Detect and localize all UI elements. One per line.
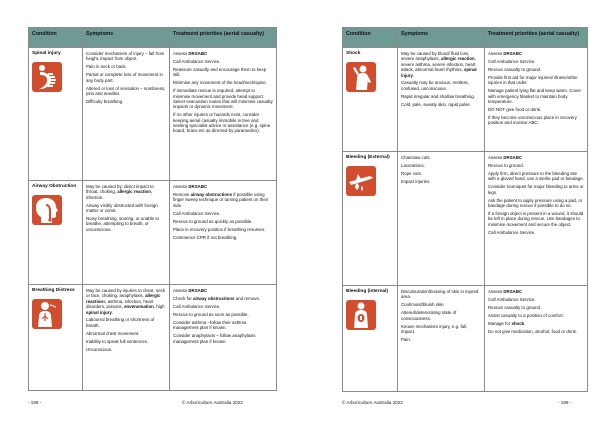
condition-name: Spinal injury [32,51,61,56]
treatment-text: If a foreign object is present in a wound, it should be left in place during rescue. Use bandages to minimise movement and secure the object. [488,210,584,227]
symptom-text: Lacerations. [401,162,425,168]
symptom-text: Inability to speak full sentences. [86,338,148,344]
treatment-text: Minimise any movement of the head/neck/spine. [173,80,267,86]
page-number-right: - 199 - [558,400,572,405]
symptom-text: Known mechanism injury, e.g. fall, impact. [401,323,468,335]
treatment-text: Call Ambulance Service. [173,303,221,309]
symptom-text: May be caused by blood/ fluid loss, severe anaphylaxis, allergic reaction, severe asthma, severe infection, heart attack, abnormal heart rhythms, spinal injury. [401,51,477,78]
treatment-text: DO NOT give food or drink. [488,106,542,112]
symptom-text: Airway visibly obstructed with foreign matter or vomit. [86,202,158,214]
treatment-text: Commence CPR if not breathing. [173,234,238,240]
symptom-text: Altered/deteriorating state of consciousness. [401,310,457,321]
treatment-text: If no other injuries or hazards exist, consider keeping aerial casualty immobile in tree and seeking specialist advice or assistance (e.g. spine board, brace etc as directed by paramedics). [173,112,271,134]
treatment-text: Reassure casualty and encourage them to keep still. [173,66,267,78]
table-row-airway-obstruction [29,181,277,285]
treatment-text: Assess DRSABC [173,51,208,56]
treatment-text: Do not give medication, alcohol, food or drink. [488,328,578,334]
symptom-text: Cold, pale, sweaty skin, rapid pulse. [401,101,472,107]
table-row-bleeding-external [343,152,588,286]
first-aid-table-left [28,27,277,391]
treatment-cell [170,285,277,391]
treatment-text: Provide first aid for major injuries/ illness/other injuries in that order. [488,74,578,86]
symptoms-cell [398,152,485,286]
treatment-text: Consider tourniquet for major bleeding to arms or legs. [488,184,584,195]
header-symptoms: Symptoms [398,28,485,48]
symptom-text: Laboured breathing or shortness of breath. [86,317,155,328]
treatment-text: Rescue to ground as quickly as possible. [173,218,253,224]
spine-icon [32,62,62,92]
header-symptoms: Symptoms [83,28,170,48]
treatment-cell [485,48,588,152]
condition-cell [29,48,83,181]
treatment-text: Call Ambulance Service. [488,229,536,235]
table-row-shock [343,48,588,152]
condition-cell [29,181,83,285]
condition-name: Shock [346,51,361,56]
copyright-right: © Arboriculture Australia 2022 [342,400,403,405]
treatment-text: Rescue to ground. [488,162,524,168]
symptom-text: Unconscious. [86,346,113,352]
symptoms-cell [398,48,485,152]
table-row-spinal-injury [29,48,277,181]
treatment-text: Rescue to ground as soon as possible. [173,311,249,317]
symptoms-cell [398,286,485,392]
table-row-bleeding-internal [343,286,588,392]
symptom-text: May be caused by injuries to chest, neck or face, choking, anaphylaxis, allergic reactions, asthma, infection, heart disorders, poisons, envenomation, high spinal injury. [86,288,166,315]
symptom-text: May be caused by: direct impact to throat, choking, allergic reaction, infection. [86,184,154,200]
symptom-text: Rapid irregular and shallow breathing. [401,93,475,99]
symptom-text: Cool/moist/bluish skin. [401,302,445,308]
treatment-cell [485,286,588,392]
treatment-text: If immediate rescue is required, attempt to minimise movement and provide head support. Select evacuation routes that will minimise casualty impacts or dynamic movement. [173,88,273,110]
header-condition: Condition [29,28,83,48]
treatment-text: Assess DRSABC [488,155,523,160]
treatment-text: Manage for shock. [488,320,526,326]
treatment-text: Assess DRSABC [488,51,523,56]
treatment-cell [170,48,277,181]
treatment-text: Call Ambulance Service. [488,296,536,302]
symptom-text: Altered or loss of sensation – numbness, pins and needles. [86,85,166,97]
treatment-text: Place in recovery position if breathing resumes. [173,226,266,232]
condition-name: Breathing Distress [32,288,75,293]
symptom-text: Discolouration/bruising of skin in injured area. [401,289,479,300]
treatment-text: Consider anaphylaxis – follow anaphylaxis management plan if known. [173,333,256,344]
symptom-text: Difficulty breathing. [86,99,124,104]
condition-name: Airway Obstruction [32,184,77,189]
condition-cell [343,286,398,392]
symptom-text: Chainsaw cuts. [401,155,431,160]
symptoms-cell [83,48,170,181]
table-header-row [29,28,277,48]
airway-icon [32,195,62,225]
condition-name: Bleeding (External) [346,155,390,160]
treatment-text: Rescue casualty to ground. [488,66,542,72]
treatment-text: Apply firm, direct pressure to the bleeding site with a gloved hand, use a sterile pad or bandage. [488,170,584,182]
copyright-left: © Arboriculture Australia 2022 [182,400,243,405]
symptom-text: Casualty may be anxious, restless, confused, unconscious. [401,80,469,91]
symptom-text: Partial or complete loss of movement in any body part. [86,72,163,83]
header-condition: Condition [343,28,398,48]
breathing-icon [32,299,62,329]
treatment-text: Assess DRSABC [173,184,208,189]
treatment-text: Remove airway obstructions if possible using finger sweep technique or turning patient on their side. [173,191,269,208]
treatment-text: Manage patient lying flat and keep warm. Cover with emergency blanket to maintain body temperature. [488,88,581,104]
treatment-text: Rescue casualty to ground. [488,304,542,310]
symptom-text: Noisy breathing, snoring, or unable to breathe, attempting to breath, or unconscious. [86,216,159,232]
condition-name: Bleeding (internal) [346,289,389,294]
treatment-cell [485,152,588,286]
treatment-text: Check for airway obstructions and remove. [173,295,261,301]
condition-cell [343,48,398,152]
symptoms-cell [83,285,170,391]
treatment-text: Assist casualty to a position of comfort. [488,312,564,318]
condition-cell [343,152,398,286]
page-number-left: - 198 - [28,400,42,405]
treatment-text: If they become unconscious place in recovery position and monitor ABC. [488,114,577,126]
symptom-text: Pain in neck or back. [86,64,127,70]
treatment-text: Call Ambulance Service. [173,58,221,64]
treatment-text: Assess DRSABC [173,288,208,293]
treatment-text: Consider asthma –follow their asthma management plan if known. [173,319,247,331]
table-header-row [343,28,588,48]
bleeding-external-icon [346,166,376,196]
header-treatment: Treatment priorities (aerial casualty) [485,28,588,48]
bleeding-internal-icon [346,300,376,330]
treatment-text: Call Ambulance Service. [488,58,536,64]
shock-icon [346,62,376,92]
symptom-text: Abnormal chest movement. [86,330,140,336]
symptom-text: Consider mechanism of injury – fall from height, impact from object. [86,51,165,62]
first-aid-table-right [342,27,588,392]
symptoms-cell [83,181,170,285]
treatment-text: Ask the patient to apply pressure using a pad, or bandage during rescue if possible to do so. [488,197,583,208]
header-treatment: Treatment priorities (aerial casualty) [170,28,277,48]
symptom-text: Impact injuries. [401,178,431,184]
treatment-cell [170,181,277,285]
symptom-text: Rope cuts. [401,170,422,176]
right-page [300,0,600,424]
symptom-text: Pain. [401,337,412,342]
condition-cell [29,285,83,391]
treatment-text: Call Ambulance Service. [173,210,221,216]
table-row-breathing-distress [29,285,277,391]
treatment-text: Assess DRSABC [488,289,523,294]
